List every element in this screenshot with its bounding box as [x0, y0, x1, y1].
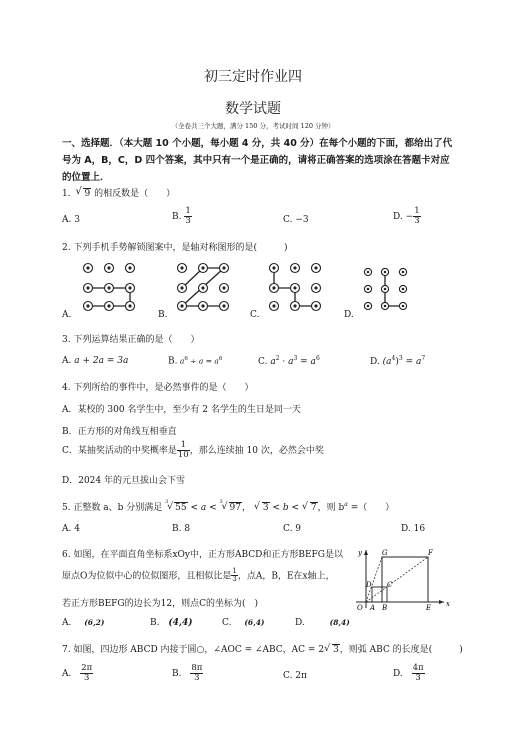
q1-d-den: 3	[414, 215, 420, 226]
q6-fig-label-d: D	[366, 581, 372, 589]
unlock-dot	[270, 264, 279, 273]
q6-fig-label-b: B	[382, 604, 388, 612]
q3-d-exp1: 4	[391, 355, 396, 362]
q3-option-b	[168, 356, 222, 367]
q1-b-num: 1	[185, 206, 191, 216]
q5-cbrt-1: 3 √ 55	[165, 499, 187, 513]
unlock-dot	[199, 302, 208, 311]
q1-option-b	[172, 207, 192, 226]
unlock-dot	[381, 285, 388, 292]
unlock-dot	[84, 264, 93, 273]
q5-post-exp: a	[344, 501, 348, 508]
q3-d-close: )	[395, 357, 399, 367]
q6-fig-label-x: x	[446, 600, 450, 608]
q6-option-a	[62, 618, 104, 628]
question-5	[62, 500, 394, 513]
q1-text: 的相反数是（ ）	[94, 189, 176, 199]
q3-b-base: a	[179, 356, 185, 366]
q1-b-den: 3	[185, 215, 191, 226]
q3-d-label: D.	[370, 357, 380, 367]
q6-figure	[352, 546, 452, 612]
q7-sqrt: √ 3	[324, 643, 339, 655]
q3-c-base: a	[270, 357, 276, 367]
q2-pattern-a	[82, 262, 138, 312]
q4-c-num: 1	[177, 441, 190, 451]
q5-sqrt-2: √ 7	[301, 501, 317, 513]
unlock-dot	[364, 302, 371, 309]
q7-b-label: B.	[172, 668, 182, 679]
q3-b-exp1: 6	[184, 356, 188, 362]
q7-option-c: C. 2π	[283, 671, 307, 681]
q7-a-den: 3	[84, 672, 90, 683]
q6-line3: 若正方形BEFG的边长为12，则点C的坐标为( )	[62, 599, 258, 609]
q2-option-c-label: C.	[250, 310, 260, 320]
q6-fig-label-o: O	[357, 604, 363, 612]
q1-option-b-label: B.	[172, 211, 182, 222]
q6-fig-label-y: y	[358, 549, 362, 557]
unlock-dot	[381, 268, 388, 275]
q1-option-d	[393, 207, 421, 226]
unlock-dot	[312, 302, 321, 311]
unlock-dot	[199, 264, 208, 273]
section1-line2: 号为 A，B，C，D 四个答案，其中只有一个是正确的，请将正确答案的选项涂在答题卡对应	[62, 155, 450, 166]
question-3: 3. 下列运算结果正确的是（ ）	[62, 335, 200, 345]
q5-option-b: B. 8	[172, 524, 191, 534]
unlock-dot	[399, 268, 406, 275]
q6-a-value: (6,2)	[84, 618, 105, 627]
q7-d-num: 4π	[412, 663, 424, 673]
q6-c-label: C.	[222, 618, 232, 628]
q4-c-post: ，那么连续抽 10 次，必然会中奖	[189, 445, 324, 456]
q6-b-value: (4,4)	[168, 618, 193, 628]
q7-option-b	[172, 664, 203, 683]
q6-ratio-num: 1	[232, 567, 237, 575]
q7-d-fraction	[412, 664, 425, 683]
q2-option-a-label: A.	[62, 310, 72, 320]
q5-option-c: C. 9	[283, 524, 302, 534]
q6-ratio-den: 3	[232, 575, 237, 584]
q5-cbrt-index-1: 3	[165, 499, 169, 505]
unlock-dot	[270, 284, 279, 293]
exam-series-title: 初三定时作业四	[204, 69, 302, 85]
q3-a-expr: a + 2a = 3a	[74, 356, 129, 366]
q5-cbrt-2: 3 √ 97	[219, 499, 241, 513]
q5-ineq2-a: 3	[262, 503, 269, 513]
question-4: 4. 下列所给的事件中，是必然事件的是（ ）	[62, 383, 254, 393]
q7-d-den: 3	[415, 672, 421, 683]
q4-c-pre: C．某抽奖活动的中奖概率是	[62, 445, 177, 456]
q7-b-num: 8π	[191, 663, 203, 673]
q5-option-d: D. 16	[401, 524, 426, 534]
unlock-dot	[364, 285, 371, 292]
q5-ineq1-b: 97	[229, 503, 241, 513]
q7-a-num: 2π	[81, 663, 93, 673]
q4-option-c	[62, 441, 324, 460]
q6-b-label: B.	[150, 618, 160, 628]
q3-b-label: B.	[168, 356, 178, 367]
unlock-dot	[399, 285, 406, 292]
q5-ineq2-b: 7	[310, 503, 317, 513]
q4-c-den: 10	[177, 449, 189, 460]
q7-text-post: ，则弧 ABC 的长度是( )	[339, 645, 463, 655]
q6-option-c	[222, 618, 264, 628]
question-7	[62, 642, 463, 655]
unlock-dot	[291, 264, 300, 273]
q6-fig-label-c: C	[387, 581, 393, 589]
q6-option-d	[295, 618, 350, 628]
q3-c-label: C.	[258, 357, 268, 367]
q7-d-label: D.	[393, 668, 403, 679]
unlock-dot	[199, 284, 208, 293]
unlock-dot	[381, 302, 388, 309]
unlock-dot	[399, 302, 406, 309]
unlock-dot	[312, 264, 321, 273]
q3-option-a	[62, 356, 128, 366]
unlock-dot	[178, 284, 187, 293]
exam-note: （全卷共三个大题，满分 150 分，考试时间 120 分钟）	[171, 122, 335, 130]
q5-ineq1-mid: < a <	[187, 503, 220, 513]
q3-d-eq: = a	[402, 357, 422, 367]
q5-ineq1-a: 55	[175, 503, 187, 513]
unlock-dot	[178, 302, 187, 311]
q5-post-end: =（ ）	[347, 503, 395, 513]
q3-d-exp2: 3	[398, 355, 403, 362]
q3-d-exp3: 7	[421, 355, 426, 362]
unlock-dot	[291, 284, 300, 293]
q6-c-value: (6,4)	[244, 618, 265, 627]
q4-option-d: D．2024 年的元旦拔山会下雪	[62, 476, 185, 486]
q6-line2	[62, 568, 335, 584]
q7-radicand: 3	[333, 645, 339, 655]
q5-cbrt-index-2: 3	[219, 499, 223, 505]
q6-line2-post: ，点A，B，E在x轴上，	[237, 571, 335, 582]
q7-option-d	[393, 664, 425, 683]
q6-fig-label-f: F	[428, 549, 433, 557]
q6-fig-label-a: A	[370, 604, 376, 612]
unlock-dot	[220, 284, 229, 293]
q3-c-exp1: 2	[275, 355, 280, 362]
q1-number: 1.	[62, 189, 71, 199]
q5-sqrt-1: √ 3	[253, 501, 269, 513]
q7-a-fraction	[80, 664, 93, 683]
q3-d-pre: (a	[382, 357, 392, 367]
unlock-dot	[178, 264, 187, 273]
q2-pattern-b	[176, 262, 232, 312]
section1-line1: 一、选择题．（本大题 10 个小题，每小题 4 分，共 40 分）在每个小题的下面，都给出了代	[62, 138, 453, 149]
unlock-dot	[270, 302, 279, 311]
unlock-dot	[105, 264, 114, 273]
q5-option-a: A. 4	[62, 524, 80, 534]
q1-radicand: 9	[84, 189, 91, 199]
q7-b-den: 3	[194, 672, 200, 683]
q4-option-b: B．正方形的对角线互相垂直	[62, 427, 177, 437]
q1-d-num: 1	[414, 206, 420, 216]
unlock-dot	[220, 264, 229, 273]
unlock-dot	[291, 302, 300, 311]
q2-option-d-label: D.	[344, 310, 354, 320]
q7-a-label: A.	[62, 668, 72, 679]
q1-option-d-label: D.	[393, 211, 403, 222]
question-1	[62, 186, 175, 199]
unlock-dot	[126, 284, 135, 293]
unlock-dot	[105, 284, 114, 293]
q6-fig-label-e: E	[426, 604, 432, 612]
q7-b-fraction	[190, 664, 203, 683]
unlock-dot	[105, 302, 114, 311]
unlock-dot	[126, 302, 135, 311]
q6-fig-label-g: G	[382, 549, 388, 557]
q3-c-exp3: 6	[315, 355, 320, 362]
q2-pattern-d	[362, 266, 412, 312]
q1-option-d-sign: −	[405, 211, 414, 222]
unlock-dot	[126, 264, 135, 273]
q6-d-label: D.	[295, 618, 305, 628]
q3-option-c	[258, 355, 320, 367]
unlock-dot	[220, 302, 229, 311]
q6-line1: 6. 如图，在平面直角坐标系xOy中，正方形ABCD和正方形BEFG是以	[62, 550, 343, 560]
q1-option-d-fraction	[413, 207, 420, 226]
q6-a-label: A.	[62, 618, 72, 628]
q6-line2-pre: 原点O为位似中心的位似图形，且相似比是	[62, 571, 232, 582]
q5-post: ，则 b	[317, 503, 345, 513]
q5-ineq2-mid: < b <	[269, 503, 302, 513]
q1-option-c: C. −3	[283, 215, 309, 225]
q2-option-b-label: B.	[158, 310, 168, 320]
q7-option-a	[62, 664, 93, 683]
exam-subject-title: 数学试题	[225, 101, 281, 117]
question-2: 2. 下列手机手势解锁图案中，是轴对称图形的是( )	[62, 243, 288, 253]
q1-option-b-fraction	[184, 207, 191, 226]
q2-pattern-c	[268, 262, 324, 312]
q6-option-b	[150, 618, 193, 628]
section1-line3: 的位置上．	[62, 172, 110, 183]
q3-a-label: A.	[62, 356, 72, 366]
q7-text-pre: 7. 如图，四边形 ABCD 内接于圆○，∠AOC = ∠ABC，AC = 2	[62, 645, 325, 655]
q3-c-eq: = a	[297, 357, 316, 367]
q5-pre: 5. 正整数 a、b 分别满足	[62, 503, 163, 513]
q5-sep: ，	[241, 503, 251, 513]
q3-c-exp2: 3	[293, 355, 298, 362]
q3-option-d	[370, 355, 425, 367]
q3-b-mid: ÷ a = a	[187, 356, 219, 366]
unlock-dot	[84, 302, 93, 311]
q4-c-fraction	[177, 441, 190, 460]
q6-d-value: (8,4)	[329, 618, 350, 627]
q4-option-a: A．某校的 300 名学生中，至少有 2 名学生的生日是同一天	[62, 405, 301, 415]
q1-option-a: A. 3	[62, 215, 80, 225]
unlock-dot	[312, 284, 321, 293]
unlock-dot	[364, 268, 371, 275]
q3-c-mid: · a	[279, 357, 294, 367]
unlock-dot	[84, 284, 93, 293]
q1-radical: √ 9	[75, 186, 91, 199]
q3-b-exp2: 6	[218, 356, 223, 362]
